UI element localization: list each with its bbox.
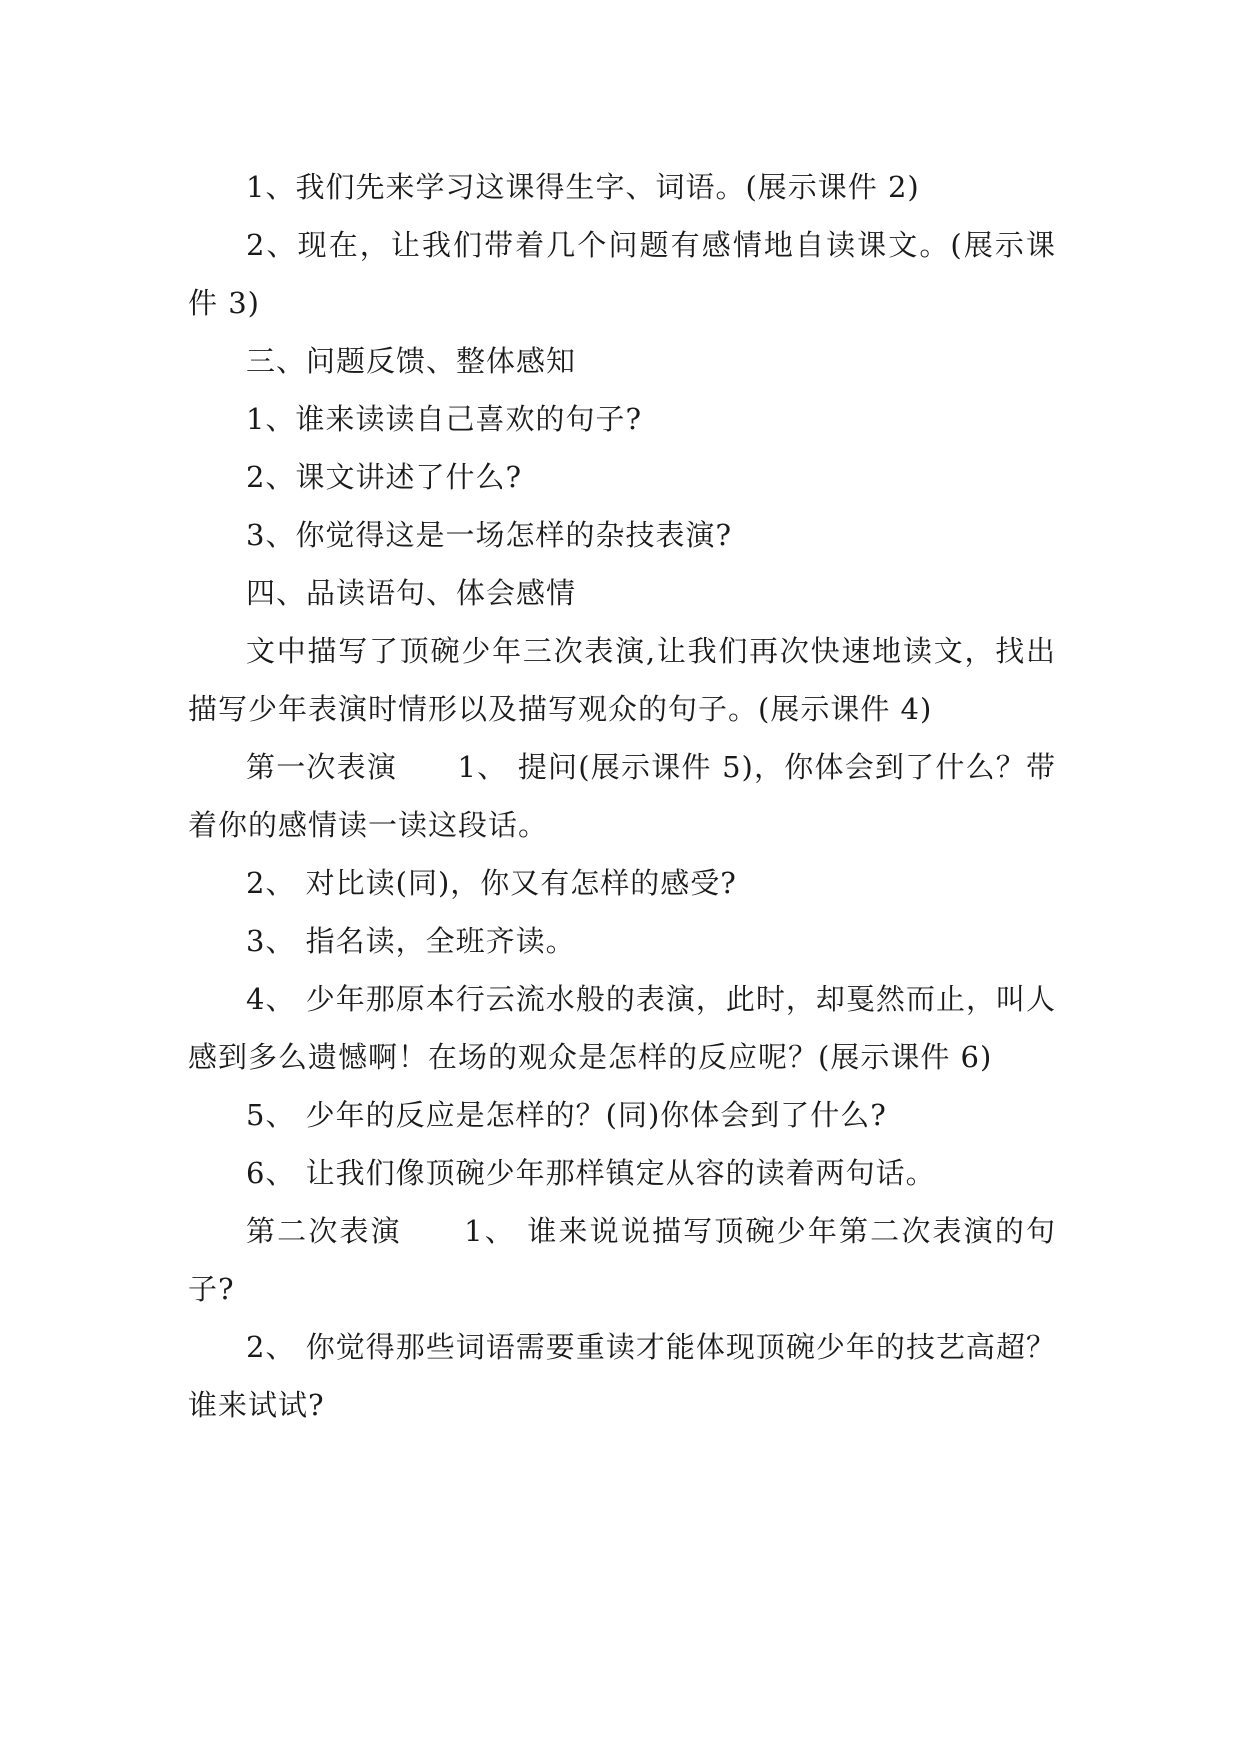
paragraph-16: 2、 你觉得那些词语需要重读才能体现顶碗少年的技艺高超？谁来试试? [188,1330,1056,1422]
paragraph-14: 6、 让我们像顶碗少年那样镇定从容的读着两句话。 [246,1156,936,1190]
paragraph-2: 2、现在，让我们带着几个问题有感情地自读课文。(展示课件 3) [188,228,1056,320]
paragraph-9: 第一次表演 1、 提问(展示课件 5)，你体会到了什么？带着你的感情读一读这段话。 [188,750,1056,842]
paragraph-6: 3、你觉得这是一场怎样的杂技表演? [246,518,732,552]
section-heading-4: 四、品读语句、体会感情 [246,576,577,610]
paragraph-5: 2、课文讲述了什么? [246,460,522,494]
document-body [188,158,1056,1434]
paragraph-13: 5、 少年的反应是怎样的？(同)你体会到了什么? [246,1098,887,1132]
paragraph-11: 3、 指名读，全班齐读。 [246,924,576,958]
section-heading-3: 三、问题反馈、整体感知 [246,344,577,378]
paragraph-4: 1、谁来读读自己喜欢的句子? [246,402,642,436]
paragraph-8: 文中描写了顶碗少年三次表演,让我们再次快速地读文，找出描写少年表演时情形以及描写观众的句子。(展示课件 4) [188,634,1056,726]
paragraph-12: 4、 少年那原本行云流水般的表演，此时，却戛然而止，叫人感到多么遗憾啊！在场的观众是怎样的反应呢？(展示课件 6) [188,982,1056,1074]
paragraph-1: 1、我们先来学习这课得生字、词语。(展示课件 2) [246,170,920,204]
paragraph-15: 第二次表演 1、 谁来说说描写顶碗少年第二次表演的句子? [188,1214,1056,1306]
paragraph-10: 2、 对比读(同)，你又有怎样的感受? [246,866,737,900]
